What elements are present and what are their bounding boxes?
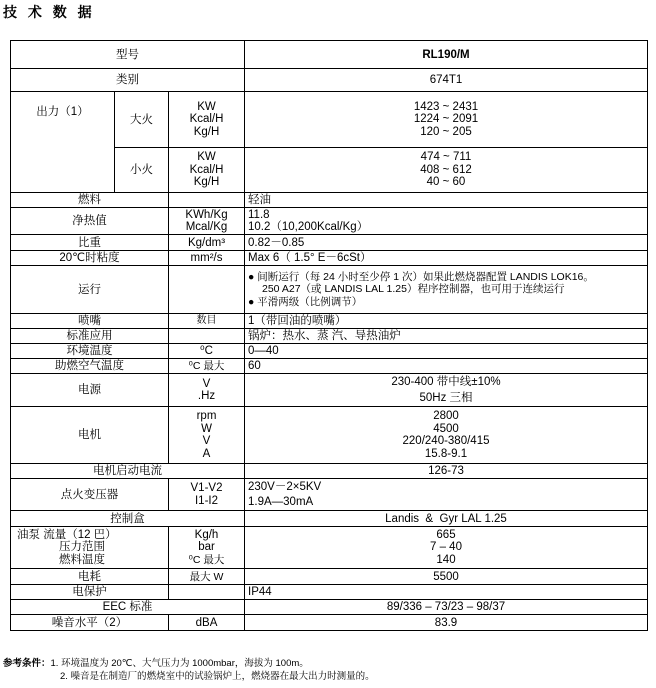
operation-label: 运行 [11,266,169,314]
net-heat-values: 11.8 10.2（10,200Kcal/Kg） [245,208,648,235]
row-eec [11,600,648,615]
row-ignition-transformer [11,479,648,511]
power-consumption-unit: 最大 W [169,569,245,585]
row-motor [11,407,648,464]
air-temp-value: 60 [245,359,648,374]
power-supply-units: V .Hz [169,374,245,407]
row-air-temp [11,359,648,374]
oil-pump-values: 665 7 – 40 140 [245,527,648,569]
row-operation [11,266,648,314]
power-supply-values: 230-400 带中线±10% 50Hz 三相 [245,374,648,407]
application-label: 标准应用 [11,329,169,344]
viscosity-value: Max 6（ 1.5° E－6cSt） [245,251,648,266]
output-low-values: 474 ~ 711 408 ~ 612 40 ~ 60 [245,148,648,193]
motor-units: rpm W V A [169,407,245,464]
oil-pump-labels: 油泵 流量（12 巴） 压力范围 燃料温度 [11,527,169,569]
fuel-value: 轻油 [245,193,648,208]
output-high-units: KW Kcal/H Kg/H [169,92,245,148]
page-title: 技 术 数 据 [3,5,95,21]
ambient-temp-label: 环境温度 [11,344,169,359]
density-unit: Kg/dm³ [169,235,245,251]
row-viscosity [11,251,648,266]
output-high-values: 1423 ~ 2431 1224 ~ 2091 120 ~ 205 [245,92,648,148]
ambient-temp-value: 0—40 [245,344,648,359]
oil-pump-units: Kg/h bar ⁰C 最大 [169,527,245,569]
viscosity-unit: mm²/s [169,251,245,266]
category-label: 类别 [11,69,245,92]
viscosity-label: 20℃时粘度 [11,251,169,266]
motor-values: 2800 4500 220/240-380/415 15.8-9.1 [245,407,648,464]
control-box-label: 控制盒 [11,511,245,527]
air-temp-label: 助燃空气温度 [11,359,169,374]
output-low-label: 小火 [115,148,169,193]
notes-text-2: 2. 噪音是在制造厂的燃烧室中的试验锅炉上，燃烧器在最大出力时测量的。 [60,671,375,682]
motor-start-current-label: 电机启动电流 [11,464,245,479]
fuel-label: 燃料 [11,193,169,208]
nozzle-value: 1（带回油的喷嘴） [245,314,648,329]
protection-label: 电保护 [11,585,169,600]
row-power-consumption [11,569,648,585]
noise-label: 噪音水平（2） [11,615,169,631]
row-density [11,235,648,251]
output-high-label: 大火 [115,92,169,148]
operation-value: ● 间断运行（每 24 小时至少停 1 次）如果此燃烧器配置 LANDIS LOK16。 250 A27（或 LANDIS LAL 1.25）程序控制器，也可用于连续运行 ● 平滑两级（比例调节） [245,266,648,314]
row-noise [11,615,648,631]
row-application [11,329,648,344]
noise-unit: dBA [169,615,245,631]
model-value: RL190/M [245,41,648,69]
power-consumption-value: 5500 [245,569,648,585]
control-box-value: Landis & Gyr LAL 1.25 [245,511,648,527]
motor-label: 电机 [11,407,169,464]
spec-table [10,40,648,631]
row-nozzle [11,314,648,329]
notes-line-1 [3,658,309,670]
power-supply-label: 电源 [11,374,169,407]
notes-label: 参考条件： [3,658,51,669]
nozzle-unit: 数目 [169,314,245,329]
net-heat-units: KWh/Kg Mcal/Kg [169,208,245,235]
category-value: 674T1 [245,69,648,92]
row-motor-start-current [11,464,648,479]
eec-value: 89/336 – 73/23 – 98/37 [245,600,648,615]
model-label: 型号 [11,41,245,69]
noise-value: 83.9 [245,615,648,631]
density-value: 0.82－0.85 [245,235,648,251]
power-consumption-label: 电耗 [11,569,169,585]
net-heat-label: 净热值 [11,208,169,235]
row-category [11,69,648,92]
row-protection [11,585,648,600]
application-value: 锅炉：热水、蒸 汽、导热油炉 [245,329,648,344]
row-oil-pump [11,527,648,569]
motor-start-current-value: 126-73 [245,464,648,479]
output-low-units: KW Kcal/H Kg/H [169,148,245,193]
row-control-box [11,511,648,527]
ignition-transformer-label: 点火变压器 [11,479,169,511]
row-net-heat [11,208,648,235]
row-fuel [11,193,648,208]
ambient-temp-unit: ⁰C [169,344,245,359]
eec-label: EEC 标准 [11,600,245,615]
air-temp-unit: ⁰C 最大 [169,359,245,374]
density-label: 比重 [11,235,169,251]
row-model [11,41,648,69]
notes-text-1: 1. 环境温度为 20℃、大气压力为 1000mbar，海拔为 100m。 [50,658,309,669]
row-output-high [11,92,648,148]
ignition-transformer-units: V1-V2 I1-I2 [169,479,245,511]
protection-value: IP44 [245,585,648,600]
nozzle-label: 喷嘴 [11,314,169,329]
row-ambient-temp [11,344,648,359]
ignition-transformer-values: 230V－2×5KV 1.9A—30mA [245,479,648,511]
row-power-supply [11,374,648,407]
output-label: 出力（1） [11,92,115,193]
